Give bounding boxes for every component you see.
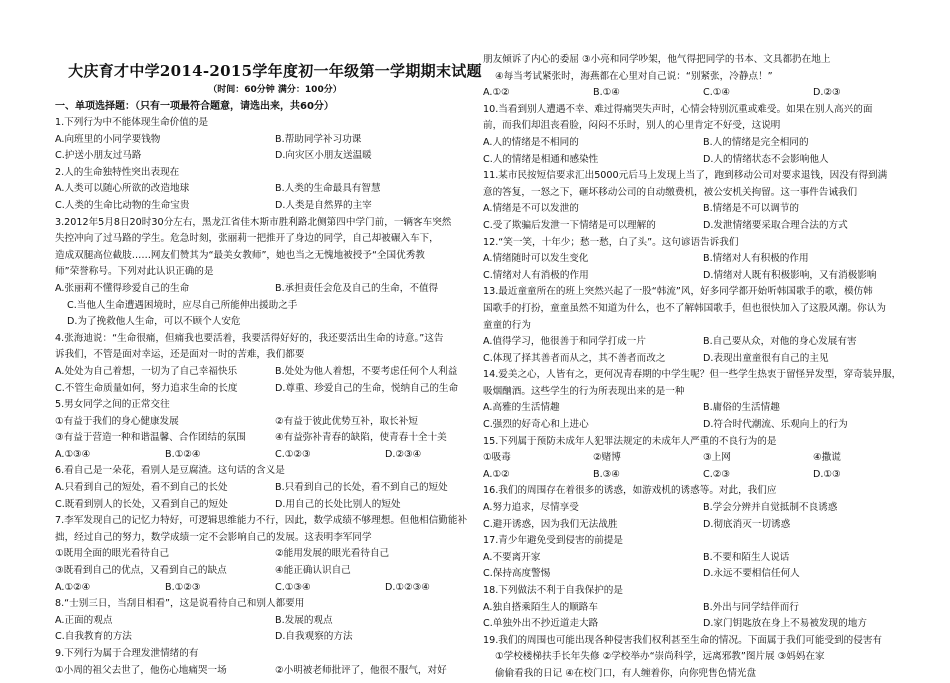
option[interactable]: A.不要离开家 [483,551,541,563]
option[interactable]: A.独自搭乘陌生人的顺路车 [483,601,598,613]
exam-subtitle: （时间：60分钟 满分：100分） [208,85,342,95]
question-18-options [483,600,923,617]
question-15-statements [483,450,923,467]
option[interactable]: B.①②④ [165,448,201,460]
option[interactable]: A.①② [483,87,510,99]
question-6: 6.看自己是一朵花，看别人是豆腐渣。这句话的含义是 [55,465,285,477]
statement: ④能正确认识自己 [275,565,351,577]
question-19: 19.我们的周围也可能出现各种侵害我们权利甚至生命的情况。下面属于我们可能受到的侵害有 [483,634,883,646]
option[interactable]: B.人的情绪是完全相同的 [703,136,809,148]
option[interactable]: B.发展的观点 [275,614,333,626]
option[interactable]: B.自己要从众，对他的身心发展有害 [703,336,857,348]
exam-title: 大庆育才中学2014-2015学年度初一年级第一学期期末试题 [68,62,482,80]
option[interactable]: A.向班里的小同学要钱物 [55,133,161,145]
question-11-options [483,201,923,218]
question-17-options [483,566,923,583]
question-11-line: 11.某市民按短信要求汇出5000元后马上发现上当了，跑到移动公司对要求退钱，因没有得到满 [483,170,888,182]
option[interactable]: A.值得学习，他很善于和同学打成一片 [483,336,646,348]
question-7-options [55,580,495,597]
question-19-statements: ①学校楼梯扶手长年失修 ②学校举办“崇尚科学，远离邪教”图片展 ③妈妈在家 [495,651,825,663]
question-15-options [483,467,923,484]
question-19-statements: 偷偷看我的日记 ④在校门口，有人缠着你，向你兜售色情光盘 [495,667,757,679]
question-7-line: 拙，经过自己的努力，数学成绩一定不会影响自己的发展。这表明李军同学 [55,531,372,543]
option[interactable]: D.②③ [813,87,841,99]
question-9-options [483,85,923,102]
question-4-line: 诉我们，不管是面对幸运，还是面对一时的苦难，我们都要 [55,349,305,361]
option[interactable]: A.处处为自己着想，一切为了自己幸福快乐 [55,365,238,377]
option[interactable]: A.人类可以随心所欲的改造地球 [55,183,190,195]
statement: ②有益于彼此优势互补，取长补短 [275,415,418,427]
question-10-options [483,135,923,152]
option[interactable]: D.②③④ [385,448,422,460]
question-10-line: 前，而我们却沮丧看脸，闷闷不乐时，别人的心里肯定不好受，这说明 [483,120,781,132]
option[interactable]: A.情绪随时可以发生变化 [483,253,589,265]
option[interactable]: D.表现出童童很有自己的主见 [703,352,829,364]
option[interactable]: A.正面的观点 [55,614,113,626]
option[interactable]: B.承担责任会危及自己的生命，不值得 [275,282,439,294]
option[interactable]: B.外出与同学结伴而行 [703,601,799,613]
question-13-options [483,334,923,351]
statement: ②能用发展的眼光看待自己 [275,548,390,560]
option[interactable]: B.不要和陌生人说话 [703,551,790,563]
question-9: 9.下列行为属于合理发泄情绪的有 [55,648,199,659]
option[interactable]: A.只看到自己的短处，看不到自己的长处 [55,482,228,494]
statement: ①吸毒 [483,452,511,464]
option[interactable]: C.①②③ [275,448,311,460]
question-7-statements [55,563,495,580]
option[interactable]: C.①④ [703,87,730,99]
option[interactable]: C.②③ [703,468,730,480]
question-16: 16.我们的周围存在着很多的诱惑，如游戏机的诱惑等。对此，我们应 [483,485,777,497]
option[interactable]: D.①③ [813,468,841,480]
option[interactable]: B.庸俗的生活情趣 [703,402,780,414]
option[interactable]: A.努力追求，尽情享受 [483,502,579,514]
option[interactable]: A.①②④ [55,581,91,593]
question-13-line: 国歌手的打扮，童童虽然不知道为什么，也不了解韩国歌手，但也很快加入了这股风潮。你认为 [483,302,886,314]
option[interactable]: C.当他人生命遭遇困境时，应尽自己所能伸出援助之手 [67,299,298,311]
option[interactable]: A.①② [483,468,510,480]
option[interactable]: B.人类的生命最具有智慧 [275,183,381,195]
option[interactable]: C.人类的生命比动物的生命宝贵 [55,199,190,211]
question-3-line: 造成双腿高位截肢……网友们赞其为“最美女教师”，她也当之无愧地被授予“全国优秀教 [55,249,425,261]
option[interactable]: B.学会分辨并自觉抵制不良诱惑 [703,502,838,514]
option[interactable]: C.既看到别人的长处，又看到自己的短处 [55,498,228,510]
option[interactable]: C.避开诱惑，因为我们无法战胜 [483,518,618,530]
option[interactable]: D.发泄情绪要采取合理合法的方式 [703,219,848,231]
question-9-continued: 朋友倾诉了内心的委屈 ③小亮和同学吵架，他气得把同学的书本、文具都扔在地上 [483,54,831,65]
question-9-statement: ④每当考试紧张时，海燕都在心里对自己说：“别紧张，冷静点！” [495,70,773,82]
option[interactable]: B.帮助同学补习功课 [275,133,362,145]
question-11-line: 意的答复，一怒之下，砸坏移动公司的自动缴费机，被公安机关拘留。这一事件告诫我们 [483,186,858,198]
question-6-options [55,497,495,514]
question-18: 18.下列做法不利于自我保护的是 [483,585,623,596]
question-8-options [55,629,495,646]
option[interactable]: C.情绪对人有消极的作用 [483,269,589,281]
option[interactable]: C.保持高度警惕 [483,568,551,580]
question-14-options [483,417,923,434]
question-17-options [483,550,923,567]
statement: ①既用全面的眼光看待自己 [55,548,170,560]
option[interactable]: D.情绪对人既有积极影响，又有消极影响 [703,269,877,281]
option[interactable]: D.彻底消灭一切诱惑 [703,518,791,530]
question-5: 5.男女同学之间的正常交往 [55,399,170,411]
question-12-options [483,268,923,285]
question-7-line: 7.李军发现自己的记忆力特好，可逻辑思维能力不行，因此，数学成绩不够理想。但他相信勤能补 [55,515,468,527]
question-2-options [55,198,495,215]
question-3-line: 失控冲向了过马路的学生。危急时刻，张丽莉一把推开了身边的同学，自己却被碾入车下， [55,233,439,245]
question-11-options [483,218,923,235]
question-3-line: 师”荣誉称号。下列对此认识正确的是 [55,266,214,278]
option[interactable]: A.张丽莉不懂得珍爱自己的生命 [55,282,190,294]
section-heading: 一、单项选择题：（只有一项最符合题意，请选出来，共60分） [55,101,334,112]
option[interactable]: B.③④ [593,468,620,480]
question-5-statements [55,430,495,447]
option[interactable]: C.强烈的好奇心和上进心 [483,419,589,431]
option[interactable]: D.符合时代潮流、乐观向上的行为 [703,419,848,431]
option[interactable]: A.情绪是不可以发泄的 [483,203,579,215]
question-13-line: 13.最近童童所在的班上突然兴起了一股“韩流”风，好多同学都开始听韩国歌手的歌，模仿韩 [483,286,873,298]
option[interactable]: C.人的情绪是相通和感染性 [483,153,599,165]
option[interactable]: D.①②③④ [385,581,430,593]
statement: ④撒谎 [813,452,841,464]
question-5-options [55,447,495,464]
statement: ④有益弥补青春的缺陷，使青春十全十美 [275,432,447,444]
option[interactable]: C.不管生命质量如何，努力追求生命的长度 [55,382,238,394]
option[interactable]: C.单独外出不抄近道走大路 [483,618,599,630]
option[interactable]: A.高雅的生活情趣 [483,402,560,414]
option[interactable]: D.人类是自然界的主宰 [275,199,372,211]
statement: ③既看到自己的优点，又看到自己的缺点 [55,565,227,577]
question-14-line: 吸烟酗酒。这些学生的行为所表现出来的是一种 [483,385,685,397]
question-3-line: 3.2012年5月8日20时30分左右，黑龙江省佳木斯市胜利路北侧第四中学门前，一辆客车突然 [55,216,452,228]
question-1: 1.下列行为中不能体现生命价值的是 [55,117,209,128]
statement: ③有益于营造一种和谐温馨、合作团结的氛围 [55,432,246,444]
option[interactable]: D.为了挽救他人生命，可以不顾个人安危 [67,316,241,328]
option[interactable]: C.体现了择其善者而从之，其不善者而改之 [483,352,666,364]
option[interactable]: B.情绪对人有积极的作用 [703,253,809,265]
question-16-options [483,500,923,517]
statement: ①有益于我们的身心健康发展 [55,415,179,427]
option[interactable]: B.处处为他人着想，不要考虑任何个人利益 [275,365,458,377]
option[interactable]: D.自我观察的方法 [275,631,353,643]
question-16-options [483,517,923,534]
question-5-statements [55,414,495,431]
option[interactable]: C.护送小朋友过马路 [55,150,142,162]
option[interactable]: C.①③④ [275,581,311,593]
question-14-line: 14.爱美之心，人皆有之，更何况青春期的中学生呢？但一些学生热衷于留怪异发型，穿奇装异服， [483,369,902,381]
statement: ②赌博 [593,452,621,464]
left-column [55,0,495,679]
question-1-options [55,148,495,165]
question-2-options [55,181,495,198]
question-15: 15.下列属于预防未成年人犯罪法规定的未成年人严重的不良行为的是 [483,435,777,447]
option[interactable]: D.向灾区小朋友送温暖 [275,150,372,162]
option[interactable]: B.情绪是不可以调节的 [703,203,799,215]
option[interactable]: C.受了欺骗后发泄一下情绪是可以理解的 [483,219,656,231]
option[interactable]: D.家门钥匙放在身上不易被发现的地方 [703,618,867,630]
statement: ②小明被老师批评了，他很不服气，对好 [275,664,447,676]
option[interactable]: A.①③④ [55,448,91,460]
option[interactable]: D.人的情绪状态不会影响他人 [703,153,829,165]
question-12: 12.“笑一笑，十年少；愁一愁，白了头”。这句谚语告诉我们 [483,236,739,248]
question-12-options [483,251,923,268]
question-8-options [55,613,495,630]
question-10-options [483,152,923,169]
question-13-line: 童童的行为 [483,319,531,331]
question-10-line: 10.当看到别人遭遇不幸、难过得痛哭失声时，心情会特别沉重或难受。如果在别人高兴的面 [483,103,873,115]
question-17: 17.青少年避免受到侵害的前提是 [483,535,623,547]
option[interactable]: D.永远不要相信任何人 [703,568,800,580]
question-4-line: 4.张海迪说：“生命很痛，但痛我也要活着，我要活得好好的，我还要活出生命的诗意。”这告 [55,332,444,344]
option[interactable]: D.尊重、珍爱自己的生命，悦纳自己的生命 [275,382,459,394]
option[interactable]: D.用自己的长处比别人的短处 [275,498,401,510]
option[interactable]: C.自我教育的方法 [55,631,132,643]
question-2: 2.人的生命独特性突出表现在 [55,166,180,178]
question-4-options [55,364,495,381]
option[interactable]: B.①④ [593,87,620,99]
question-13-options [483,351,923,368]
statement: ①小周的祖父去世了，他伤心地痛哭一场 [55,664,227,676]
question-3-options [55,281,495,298]
option[interactable]: B.①②③ [165,581,201,593]
question-8: 8.“士别三日，当刮目相看”，这是说看待自己和别人都要用 [55,598,305,610]
question-4-options [55,381,495,398]
statement: ③上网 [703,452,731,464]
option[interactable]: B.只看到自己的长处，看不到自己的短处 [275,482,448,494]
question-14-options [483,400,923,417]
option[interactable]: A.人的情绪是不相同的 [483,136,579,148]
question-7-statements [55,546,495,563]
question-6-options [55,480,495,497]
right-column [483,52,923,683]
question-18-options [483,616,923,633]
question-1-options [55,132,495,149]
